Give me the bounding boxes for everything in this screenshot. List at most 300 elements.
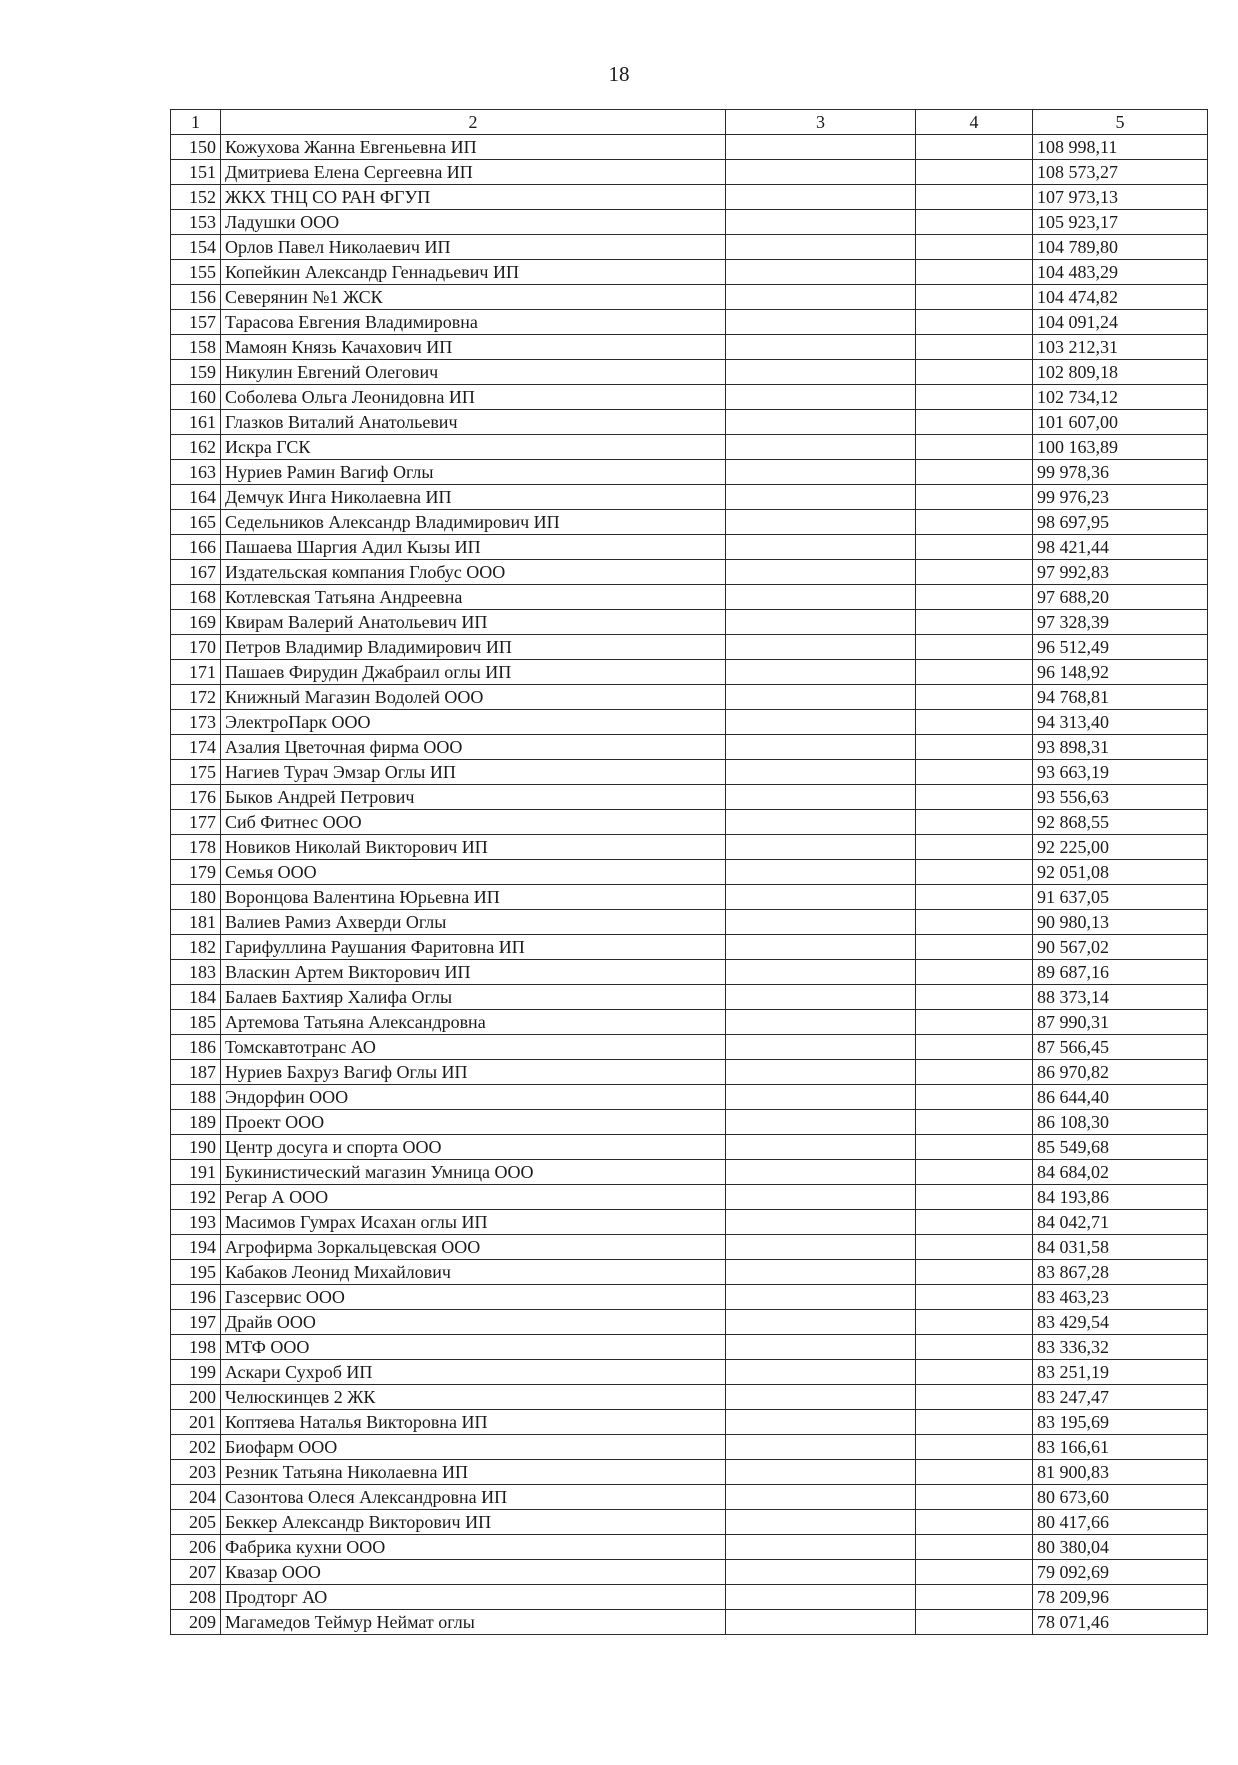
column-3-cell xyxy=(726,1135,916,1160)
table-row xyxy=(171,1385,1208,1410)
debt-amount: 83 247,47 xyxy=(1033,1385,1208,1410)
column-4-cell xyxy=(916,460,1033,485)
debtor-name: Квазар ООО xyxy=(221,1560,726,1585)
debt-amount: 86 644,40 xyxy=(1033,1085,1208,1110)
column-3-cell xyxy=(726,910,916,935)
table-row xyxy=(171,1360,1208,1385)
debt-amount: 93 556,63 xyxy=(1033,785,1208,810)
row-number: 175 xyxy=(171,760,221,785)
debtor-name: Азалия Цветочная фирма ООО xyxy=(221,735,726,760)
row-number: 156 xyxy=(171,285,221,310)
row-number: 176 xyxy=(171,785,221,810)
table-row xyxy=(171,985,1208,1010)
column-3-cell xyxy=(726,1460,916,1485)
debt-amount: 96 148,92 xyxy=(1033,660,1208,685)
debtor-name: ЭлектроПарк ООО xyxy=(221,710,726,735)
debt-amount: 104 474,82 xyxy=(1033,285,1208,310)
row-number: 153 xyxy=(171,210,221,235)
column-4-cell xyxy=(916,935,1033,960)
row-number: 193 xyxy=(171,1210,221,1235)
column-4-cell xyxy=(916,1560,1033,1585)
table-row xyxy=(171,1535,1208,1560)
column-4-cell xyxy=(916,210,1033,235)
column-4-cell xyxy=(916,1110,1033,1135)
column-3-cell xyxy=(726,1285,916,1310)
table-body xyxy=(171,135,1208,1635)
column-3-cell xyxy=(726,810,916,835)
table-row xyxy=(171,1285,1208,1310)
debtor-name: Тарасова Евгения Владимировна xyxy=(221,310,726,335)
column-4-cell xyxy=(916,185,1033,210)
column-3-cell xyxy=(726,360,916,385)
table-row xyxy=(171,1485,1208,1510)
table-row xyxy=(171,835,1208,860)
column-4-cell xyxy=(916,235,1033,260)
column-4-cell xyxy=(916,610,1033,635)
row-number: 171 xyxy=(171,660,221,685)
table-row xyxy=(171,585,1208,610)
debtor-name: Масимов Гумрах Исахан оглы ИП xyxy=(221,1210,726,1235)
row-number: 202 xyxy=(171,1435,221,1460)
debt-amount: 86 970,82 xyxy=(1033,1060,1208,1085)
row-number: 180 xyxy=(171,885,221,910)
debt-amount: 99 978,36 xyxy=(1033,460,1208,485)
debtor-name: Издательская компания Глобус ООО xyxy=(221,560,726,585)
debtor-name: Новиков Николай Викторович ИП xyxy=(221,835,726,860)
debt-amount: 87 990,31 xyxy=(1033,1010,1208,1035)
column-3-cell xyxy=(726,885,916,910)
debt-amount: 84 684,02 xyxy=(1033,1160,1208,1185)
table-row xyxy=(171,410,1208,435)
table-row xyxy=(171,1160,1208,1185)
column-4-cell xyxy=(916,1535,1033,1560)
debt-amount: 93 663,19 xyxy=(1033,760,1208,785)
row-number: 208 xyxy=(171,1585,221,1610)
debt-amount: 96 512,49 xyxy=(1033,635,1208,660)
column-4-cell xyxy=(916,910,1033,935)
column-3-cell xyxy=(726,1410,916,1435)
column-4-cell xyxy=(916,585,1033,610)
debtor-name: Проект ООО xyxy=(221,1110,726,1135)
table-row xyxy=(171,335,1208,360)
debtor-name: Ладушки ООО xyxy=(221,210,726,235)
debt-amount: 94 313,40 xyxy=(1033,710,1208,735)
row-number: 179 xyxy=(171,860,221,885)
column-3-cell xyxy=(726,235,916,260)
column-4-cell xyxy=(916,1285,1033,1310)
debt-amount: 83 251,19 xyxy=(1033,1360,1208,1385)
debtor-name: Орлов Павел Николаевич ИП xyxy=(221,235,726,260)
debtor-name: Центр досуга и спорта ООО xyxy=(221,1135,726,1160)
debtor-name: Фабрика кухни ООО xyxy=(221,1535,726,1560)
column-4-cell xyxy=(916,560,1033,585)
debt-amount: 91 637,05 xyxy=(1033,885,1208,910)
row-number: 189 xyxy=(171,1110,221,1135)
debtor-name: Дмитриева Елена Сергеевна ИП xyxy=(221,160,726,185)
table-row xyxy=(171,1010,1208,1035)
debt-amount: 98 697,95 xyxy=(1033,510,1208,535)
row-number: 194 xyxy=(171,1235,221,1260)
row-number: 205 xyxy=(171,1510,221,1535)
debtors-table xyxy=(170,109,1208,1635)
debtor-name: Резник Татьяна Николаевна ИП xyxy=(221,1460,726,1485)
row-number: 152 xyxy=(171,185,221,210)
debt-amount: 85 549,68 xyxy=(1033,1135,1208,1160)
table-row xyxy=(171,1185,1208,1210)
row-number: 195 xyxy=(171,1260,221,1285)
row-number: 204 xyxy=(171,1485,221,1510)
column-3-cell xyxy=(726,1010,916,1035)
column-3-cell xyxy=(726,310,916,335)
row-number: 167 xyxy=(171,560,221,585)
column-3-cell xyxy=(726,535,916,560)
table-row xyxy=(171,485,1208,510)
column-4-cell xyxy=(916,1185,1033,1210)
column-4-cell xyxy=(916,1085,1033,1110)
column-4-cell xyxy=(916,1485,1033,1510)
column-4-cell xyxy=(916,885,1033,910)
table-row xyxy=(171,560,1208,585)
debtor-name: Коптяева Наталья Викторовна ИП xyxy=(221,1410,726,1435)
debtor-name: Беккер Александр Викторович ИП xyxy=(221,1510,726,1535)
column-4-cell xyxy=(916,410,1033,435)
debt-amount: 80 417,66 xyxy=(1033,1510,1208,1535)
table-row xyxy=(171,1335,1208,1360)
column-3-cell xyxy=(726,1435,916,1460)
debt-amount: 105 923,17 xyxy=(1033,210,1208,235)
debt-amount: 97 992,83 xyxy=(1033,560,1208,585)
row-number: 177 xyxy=(171,810,221,835)
table-row xyxy=(171,710,1208,735)
debt-amount: 90 980,13 xyxy=(1033,910,1208,935)
row-number: 169 xyxy=(171,610,221,635)
column-header-3: 3 xyxy=(726,110,916,135)
column-4-cell xyxy=(916,485,1033,510)
debtor-name: Северянин №1 ЖСК xyxy=(221,285,726,310)
column-4-cell xyxy=(916,1010,1033,1035)
debtor-name: Воронцова Валентина Юрьевна ИП xyxy=(221,885,726,910)
row-number: 201 xyxy=(171,1410,221,1435)
debtor-name: Агрофирма Зоркальцевская ООО xyxy=(221,1235,726,1260)
column-3-cell xyxy=(726,1560,916,1585)
column-3-cell xyxy=(726,185,916,210)
column-4-cell xyxy=(916,1235,1033,1260)
row-number: 154 xyxy=(171,235,221,260)
column-4-cell xyxy=(916,1160,1033,1185)
row-number: 207 xyxy=(171,1560,221,1585)
row-number: 188 xyxy=(171,1085,221,1110)
debtor-name: Драйв ООО xyxy=(221,1310,726,1335)
table-row xyxy=(171,685,1208,710)
table-row xyxy=(171,135,1208,160)
row-number: 190 xyxy=(171,1135,221,1160)
table-row xyxy=(171,185,1208,210)
table-row xyxy=(171,160,1208,185)
debtor-name: Продторг АО xyxy=(221,1585,726,1610)
debt-amount: 104 483,29 xyxy=(1033,260,1208,285)
column-4-cell xyxy=(916,1260,1033,1285)
table-row xyxy=(171,1235,1208,1260)
debt-amount: 100 163,89 xyxy=(1033,435,1208,460)
column-3-cell xyxy=(726,760,916,785)
debt-amount: 89 687,16 xyxy=(1033,960,1208,985)
debt-amount: 84 193,86 xyxy=(1033,1185,1208,1210)
column-4-cell xyxy=(916,135,1033,160)
debtor-name: Нагиев Турач Эмзар Оглы ИП xyxy=(221,760,726,785)
debt-amount: 84 031,58 xyxy=(1033,1235,1208,1260)
debt-amount: 97 688,20 xyxy=(1033,585,1208,610)
table-row xyxy=(171,1610,1208,1635)
column-3-cell xyxy=(726,635,916,660)
debt-amount: 83 195,69 xyxy=(1033,1410,1208,1435)
column-3-cell xyxy=(726,1360,916,1385)
column-4-cell xyxy=(916,735,1033,760)
table-row xyxy=(171,460,1208,485)
table-row xyxy=(171,610,1208,635)
row-number: 155 xyxy=(171,260,221,285)
column-3-cell xyxy=(726,1235,916,1260)
debt-amount: 88 373,14 xyxy=(1033,985,1208,1010)
header-row xyxy=(171,110,1208,135)
column-3-cell xyxy=(726,735,916,760)
column-4-cell xyxy=(916,760,1033,785)
row-number: 170 xyxy=(171,635,221,660)
table-row xyxy=(171,760,1208,785)
table-row xyxy=(171,960,1208,985)
column-3-cell xyxy=(726,1160,916,1185)
row-number: 168 xyxy=(171,585,221,610)
column-3-cell xyxy=(726,585,916,610)
debtor-name: Соболева Ольга Леонидовна ИП xyxy=(221,385,726,410)
row-number: 164 xyxy=(171,485,221,510)
row-number: 206 xyxy=(171,1535,221,1560)
column-4-cell xyxy=(916,285,1033,310)
column-3-cell xyxy=(726,1060,916,1085)
column-4-cell xyxy=(916,810,1033,835)
debt-amount: 102 734,12 xyxy=(1033,385,1208,410)
debtor-name: Демчук Инга Николаевна ИП xyxy=(221,485,726,510)
debtor-name: Искра ГСК xyxy=(221,435,726,460)
row-number: 197 xyxy=(171,1310,221,1335)
debtor-name: Букинистический магазин Умница ООО xyxy=(221,1160,726,1185)
table-row xyxy=(171,1310,1208,1335)
column-3-cell xyxy=(726,135,916,160)
debt-amount: 94 768,81 xyxy=(1033,685,1208,710)
debtor-name: Никулин Евгений Олегович xyxy=(221,360,726,385)
column-4-cell xyxy=(916,710,1033,735)
debtor-name: Кабаков Леонид Михайлович xyxy=(221,1260,726,1285)
table-row xyxy=(171,310,1208,335)
column-3-cell xyxy=(726,1335,916,1360)
column-3-cell xyxy=(726,385,916,410)
debt-amount: 83 336,32 xyxy=(1033,1335,1208,1360)
column-header-2: 2 xyxy=(221,110,726,135)
debt-amount: 86 108,30 xyxy=(1033,1110,1208,1135)
debtor-name: Котлевская Татьяна Андреевна xyxy=(221,585,726,610)
debtor-name: Аскари Сухроб ИП xyxy=(221,1360,726,1385)
column-3-cell xyxy=(726,435,916,460)
table-row xyxy=(171,235,1208,260)
row-number: 184 xyxy=(171,985,221,1010)
debtor-name: ЖКХ ТНЦ СО РАН ФГУП xyxy=(221,185,726,210)
column-3-cell xyxy=(726,1485,916,1510)
debtor-name: Артемова Татьяна Александровна xyxy=(221,1010,726,1035)
row-number: 191 xyxy=(171,1160,221,1185)
table-row xyxy=(171,285,1208,310)
row-number: 163 xyxy=(171,460,221,485)
debtor-name: Эндорфин ООО xyxy=(221,1085,726,1110)
debt-amount: 83 166,61 xyxy=(1033,1435,1208,1460)
column-3-cell xyxy=(726,1260,916,1285)
row-number: 166 xyxy=(171,535,221,560)
debtor-name: Кожухова Жанна Евгеньевна ИП xyxy=(221,135,726,160)
debt-amount: 78 209,96 xyxy=(1033,1585,1208,1610)
column-4-cell xyxy=(916,160,1033,185)
row-number: 182 xyxy=(171,935,221,960)
row-number: 198 xyxy=(171,1335,221,1360)
debtor-name: Мамоян Князь Качахович ИП xyxy=(221,335,726,360)
column-3-cell xyxy=(726,660,916,685)
table-row xyxy=(171,785,1208,810)
debtor-name: Седельников Александр Владимирович ИП xyxy=(221,510,726,535)
debt-amount: 102 809,18 xyxy=(1033,360,1208,385)
column-3-cell xyxy=(726,485,916,510)
table-row xyxy=(171,1410,1208,1435)
debt-amount: 104 091,24 xyxy=(1033,310,1208,335)
column-4-cell xyxy=(916,310,1033,335)
column-4-cell xyxy=(916,1460,1033,1485)
debt-amount: 103 212,31 xyxy=(1033,335,1208,360)
column-3-cell xyxy=(726,1510,916,1535)
table-row xyxy=(171,1135,1208,1160)
debt-amount: 104 789,80 xyxy=(1033,235,1208,260)
debt-amount: 83 867,28 xyxy=(1033,1260,1208,1285)
row-number: 150 xyxy=(171,135,221,160)
debtor-name: Гарифуллина Раушания Фаритовна ИП xyxy=(221,935,726,960)
debt-amount: 80 673,60 xyxy=(1033,1485,1208,1510)
debt-amount: 80 380,04 xyxy=(1033,1535,1208,1560)
debt-amount: 81 900,83 xyxy=(1033,1460,1208,1485)
column-3-cell xyxy=(726,1310,916,1335)
column-header-5: 5 xyxy=(1033,110,1208,135)
column-4-cell xyxy=(916,260,1033,285)
debt-amount: 98 421,44 xyxy=(1033,535,1208,560)
debt-amount: 83 429,54 xyxy=(1033,1310,1208,1335)
column-3-cell xyxy=(726,785,916,810)
column-3-cell xyxy=(726,210,916,235)
column-4-cell xyxy=(916,1410,1033,1435)
row-number: 157 xyxy=(171,310,221,335)
table-row xyxy=(171,1585,1208,1610)
column-4-cell xyxy=(916,1360,1033,1385)
column-4-cell xyxy=(916,985,1033,1010)
table-row xyxy=(171,810,1208,835)
table-row xyxy=(171,1210,1208,1235)
table-row xyxy=(171,1110,1208,1135)
row-number: 159 xyxy=(171,360,221,385)
debt-amount: 97 328,39 xyxy=(1033,610,1208,635)
column-3-cell xyxy=(726,935,916,960)
row-number: 203 xyxy=(171,1460,221,1485)
row-number: 162 xyxy=(171,435,221,460)
table-row xyxy=(171,1085,1208,1110)
page-number: 18 xyxy=(608,62,630,86)
table-row xyxy=(171,1460,1208,1485)
table-row xyxy=(171,1510,1208,1535)
column-4-cell xyxy=(916,1035,1033,1060)
debtor-name: Валиев Рамиз Ахверди Оглы xyxy=(221,910,726,935)
debt-amount: 87 566,45 xyxy=(1033,1035,1208,1060)
column-4-cell xyxy=(916,1610,1033,1635)
column-4-cell xyxy=(916,385,1033,410)
debtor-name: Нуриев Бахруз Вагиф Оглы ИП xyxy=(221,1060,726,1085)
column-4-cell xyxy=(916,685,1033,710)
column-3-cell xyxy=(726,1585,916,1610)
table-row xyxy=(171,910,1208,935)
debt-amount: 78 071,46 xyxy=(1033,1610,1208,1635)
column-4-cell xyxy=(916,1210,1033,1235)
column-3-cell xyxy=(726,1610,916,1635)
column-3-cell xyxy=(726,410,916,435)
column-4-cell xyxy=(916,635,1033,660)
column-4-cell xyxy=(916,1335,1033,1360)
debtor-name: Власкин Артем Викторович ИП xyxy=(221,960,726,985)
row-number: 151 xyxy=(171,160,221,185)
column-4-cell xyxy=(916,535,1033,560)
table-row xyxy=(171,885,1208,910)
debt-amount: 93 898,31 xyxy=(1033,735,1208,760)
column-4-cell xyxy=(916,835,1033,860)
debt-amount: 101 607,00 xyxy=(1033,410,1208,435)
table-row xyxy=(171,535,1208,560)
table-row xyxy=(171,510,1208,535)
debt-amount: 107 973,13 xyxy=(1033,185,1208,210)
debtor-name: Глазков Виталий Анатольевич xyxy=(221,410,726,435)
table-row xyxy=(171,660,1208,685)
column-3-cell xyxy=(726,1185,916,1210)
debt-amount: 92 868,55 xyxy=(1033,810,1208,835)
row-number: 158 xyxy=(171,335,221,360)
column-3-cell xyxy=(726,1110,916,1135)
row-number: 165 xyxy=(171,510,221,535)
row-number: 185 xyxy=(171,1010,221,1035)
column-4-cell xyxy=(916,660,1033,685)
debtor-name: Пашаев Фирудин Джабраил оглы ИП xyxy=(221,660,726,685)
row-number: 199 xyxy=(171,1360,221,1385)
row-number: 178 xyxy=(171,835,221,860)
column-4-cell xyxy=(916,360,1033,385)
column-3-cell xyxy=(726,460,916,485)
table-row xyxy=(171,1435,1208,1460)
table-row xyxy=(171,860,1208,885)
debtor-name: Пашаева Шаргия Адил Кызы ИП xyxy=(221,535,726,560)
debt-amount: 99 976,23 xyxy=(1033,485,1208,510)
row-number: 187 xyxy=(171,1060,221,1085)
debtor-name: МТФ ООО xyxy=(221,1335,726,1360)
table-row xyxy=(171,435,1208,460)
column-4-cell xyxy=(916,435,1033,460)
debtor-name: Челюскинцев 2 ЖК xyxy=(221,1385,726,1410)
debtor-name: Семья ООО xyxy=(221,860,726,885)
table-header xyxy=(171,110,1208,135)
row-number: 186 xyxy=(171,1035,221,1060)
debt-amount: 84 042,71 xyxy=(1033,1210,1208,1235)
column-3-cell xyxy=(726,285,916,310)
column-3-cell xyxy=(726,610,916,635)
table-row xyxy=(171,1060,1208,1085)
debtor-name: Квирам Валерий Анатольевич ИП xyxy=(221,610,726,635)
row-number: 192 xyxy=(171,1185,221,1210)
